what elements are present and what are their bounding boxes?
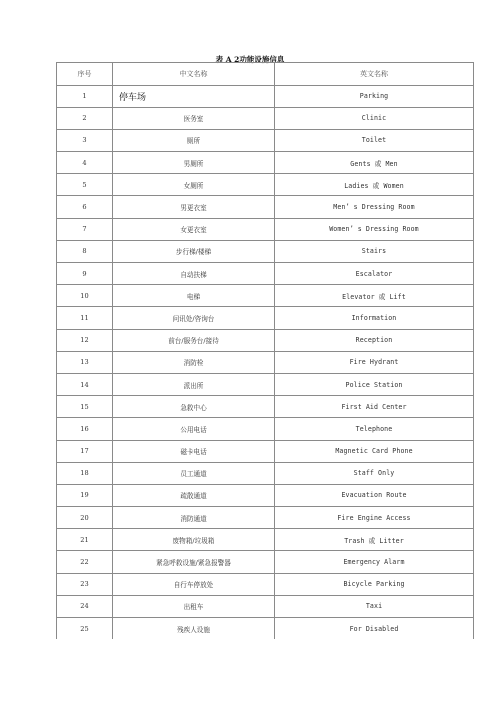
- table-row: [57, 329, 474, 351]
- row-number: 23: [57, 573, 113, 595]
- facilities-table: [56, 62, 474, 639]
- row-english-name: Information: [275, 307, 474, 329]
- table-row: [57, 285, 474, 307]
- row-number: 24: [57, 595, 113, 617]
- header-english-name: 英文名称: [275, 63, 474, 86]
- row-number: 21: [57, 529, 113, 551]
- row-english-name: Reception: [275, 329, 474, 351]
- table-row: [57, 418, 474, 440]
- row-english-name: First Aid Center: [275, 396, 474, 418]
- table-row: [57, 507, 474, 529]
- table-row: [57, 263, 474, 285]
- row-number: 9: [57, 263, 113, 285]
- table-caption: 表 A 2功能设施信息: [215, 55, 285, 64]
- row-english-name: Parking: [275, 85, 474, 107]
- row-chinese-name: 问讯处/咨询台: [113, 307, 275, 329]
- row-chinese-name: 紧急呼救设施/紧急报警器: [113, 551, 275, 573]
- row-chinese-name: 磁卡电话: [113, 440, 275, 462]
- table-row: [57, 618, 474, 640]
- row-chinese-name: 厕所: [113, 129, 275, 151]
- row-number: 17: [57, 440, 113, 462]
- row-chinese-name: 步行梯/楼梯: [113, 240, 275, 262]
- row-number: 22: [57, 551, 113, 573]
- row-chinese-name: 员工通道: [113, 462, 275, 484]
- row-chinese-name: 废物箱/垃圾箱: [113, 529, 275, 551]
- table-row: [57, 529, 474, 551]
- row-english-name: For Disabled: [275, 618, 474, 640]
- row-number: 7: [57, 218, 113, 240]
- table-row: [57, 373, 474, 395]
- row-chinese-name: 女更衣室: [113, 218, 275, 240]
- row-chinese-name: 出租车: [113, 595, 275, 617]
- table-row: [57, 484, 474, 506]
- table-row: [57, 174, 474, 196]
- row-chinese-name: 女厕所: [113, 174, 275, 196]
- row-number: 25: [57, 618, 113, 640]
- row-english-name: Fire Engine Access: [275, 507, 474, 529]
- table-row: [57, 462, 474, 484]
- row-chinese-name: 派出所: [113, 373, 275, 395]
- row-chinese-name: 疏散通道: [113, 484, 275, 506]
- table-row: [57, 218, 474, 240]
- row-number: 8: [57, 240, 113, 262]
- row-number: 19: [57, 484, 113, 506]
- row-english-name: Escalator: [275, 263, 474, 285]
- table-row: [57, 440, 474, 462]
- row-english-name: Staff Only: [275, 462, 474, 484]
- row-english-name: Taxi: [275, 595, 474, 617]
- row-english-name: Stairs: [275, 240, 474, 262]
- row-chinese-name: 消防通道: [113, 507, 275, 529]
- row-english-name: Trash 或 Litter: [275, 529, 474, 551]
- table-row: [57, 85, 474, 107]
- table-header-row: [57, 63, 474, 86]
- row-number: 16: [57, 418, 113, 440]
- row-english-name: Gents 或 Men: [275, 152, 474, 174]
- row-english-name: Emergency Alarm: [275, 551, 474, 573]
- row-english-name: Police Station: [275, 373, 474, 395]
- row-number: 5: [57, 174, 113, 196]
- row-number: 2: [57, 107, 113, 129]
- row-chinese-name: 急救中心: [113, 396, 275, 418]
- row-english-name: Women’ s Dressing Room: [275, 218, 474, 240]
- row-number: 6: [57, 196, 113, 218]
- row-english-name: Men’ s Dressing Room: [275, 196, 474, 218]
- header-chinese-name: 中文名称: [113, 63, 275, 86]
- row-chinese-name: 前台/服务台/接待: [113, 329, 275, 351]
- row-english-name: Telephone: [275, 418, 474, 440]
- table-row: [57, 196, 474, 218]
- table-row: [57, 396, 474, 418]
- row-chinese-name: 自行车停放处: [113, 573, 275, 595]
- table-row: [57, 107, 474, 129]
- row-english-name: Magnetic Card Phone: [275, 440, 474, 462]
- table-row: [57, 152, 474, 174]
- row-number: 15: [57, 396, 113, 418]
- row-english-name: Elevator 或 Lift: [275, 285, 474, 307]
- row-chinese-name: 男厕所: [113, 152, 275, 174]
- table-row: [57, 307, 474, 329]
- row-chinese-name: 残疾人设施: [113, 618, 275, 640]
- row-chinese-name: 男更衣室: [113, 196, 275, 218]
- table-row: [57, 551, 474, 573]
- table-row: [57, 351, 474, 373]
- table-row: [57, 595, 474, 617]
- row-number: 18: [57, 462, 113, 484]
- row-number: 12: [57, 329, 113, 351]
- row-english-name: Clinic: [275, 107, 474, 129]
- row-english-name: Fire Hydrant: [275, 351, 474, 373]
- row-number: 13: [57, 351, 113, 373]
- row-chinese-name: 自动扶梯: [113, 263, 275, 285]
- row-number: 4: [57, 152, 113, 174]
- row-number: 14: [57, 373, 113, 395]
- row-number: 3: [57, 129, 113, 151]
- row-chinese-name: 公用电话: [113, 418, 275, 440]
- row-english-name: Toilet: [275, 129, 474, 151]
- row-number: 20: [57, 507, 113, 529]
- row-number: 11: [57, 307, 113, 329]
- table-row: [57, 573, 474, 595]
- row-chinese-name: 停车场: [113, 85, 275, 107]
- row-chinese-name: 电梯: [113, 285, 275, 307]
- table-row: [57, 240, 474, 262]
- header-number: 序号: [57, 63, 113, 86]
- table-row: [57, 129, 474, 151]
- row-chinese-name: 消防栓: [113, 351, 275, 373]
- row-english-name: Bicycle Parking: [275, 573, 474, 595]
- row-english-name: Ladies 或 Women: [275, 174, 474, 196]
- row-chinese-name: 医务室: [113, 107, 275, 129]
- row-number: 10: [57, 285, 113, 307]
- row-english-name: Evacuation Route: [275, 484, 474, 506]
- row-number: 1: [57, 85, 113, 107]
